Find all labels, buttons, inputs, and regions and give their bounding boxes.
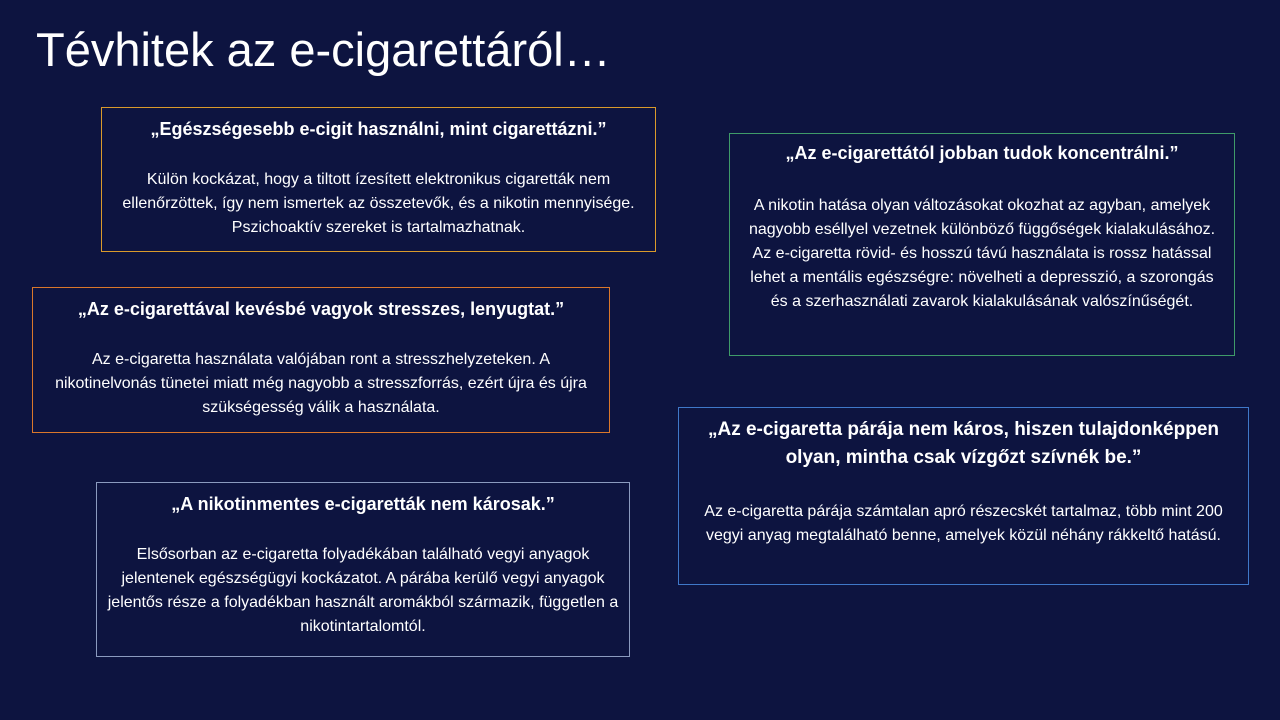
myth-card-body: Elsősorban az e-cigaretta folyadékában található vegyi anyagok jelentenek egészségügyi kockázatot. A párába kerülő vegyi anyagok jelentős része a folyadékban használt aromákból származik, független a nikotintartalomtól. — [107, 546, 619, 635]
myth-card-heading: „Egészségesebb e-cigit használni, mint cigarettázni.” — [150, 119, 607, 139]
myth-card-heading: „Az e-cigarettától jobban tudok koncentrálni.” — [785, 143, 1179, 163]
myth-card-body: Az e-cigaretta párája számtalan apró részecskét tartalmaz, több mint 200 vegyi anyag megtalálható benne, amelyek közül néhány rákkeltő hatású. — [704, 503, 1223, 544]
myth-card-heading: „A nikotinmentes e-cigaretták nem károsak.” — [171, 494, 555, 514]
myth-card-body: Az e-cigaretta használata valójában ront a stresszhelyzeteken. A nikotinelvonás tünetei miatt még nagyobb a stresszforrás, ezért újra és újra szükségesség válik a használata. — [55, 351, 587, 416]
myth-card-heading: „Az e-cigarettával kevésbé vagyok stresszes, lenyugtat.” — [77, 299, 565, 319]
myth-card-nicotine-free — [96, 482, 630, 657]
myth-card-healthier — [101, 107, 656, 252]
myth-card-body: A nikotin hatása olyan változásokat okozhat az agyban, amelyek nagyobb eséllyel vezetnek különböző függőségek kialakulásához. Az e-cigaretta rövid- és hosszú távú használata is rossz hatással lehet a mentális egészségre: növelheti a depresszió, a szorongás és a szerhasználati zavarok kialakulásának valószínűségét. — [748, 197, 1216, 310]
myth-card-vapor — [678, 407, 1249, 585]
myth-card-body: Külön kockázat, hogy a tiltott ízesített elektronikus cigaretták nem ellenőrzöttek, így nem ismertek az összetevők, és a nikotin mennyisége. Pszichoaktív szereket is tartalmazhatnak. — [122, 171, 635, 236]
myth-card-concentration — [729, 133, 1235, 356]
slide-title: Tévhitek az e-cigarettáról… — [36, 23, 611, 76]
myth-card-stress — [32, 287, 610, 433]
myth-card-heading: „Az e-cigaretta párája nem káros, hiszen tulajdonképpen olyan, mintha csak vízgőzt szívnék be.” — [707, 419, 1220, 468]
